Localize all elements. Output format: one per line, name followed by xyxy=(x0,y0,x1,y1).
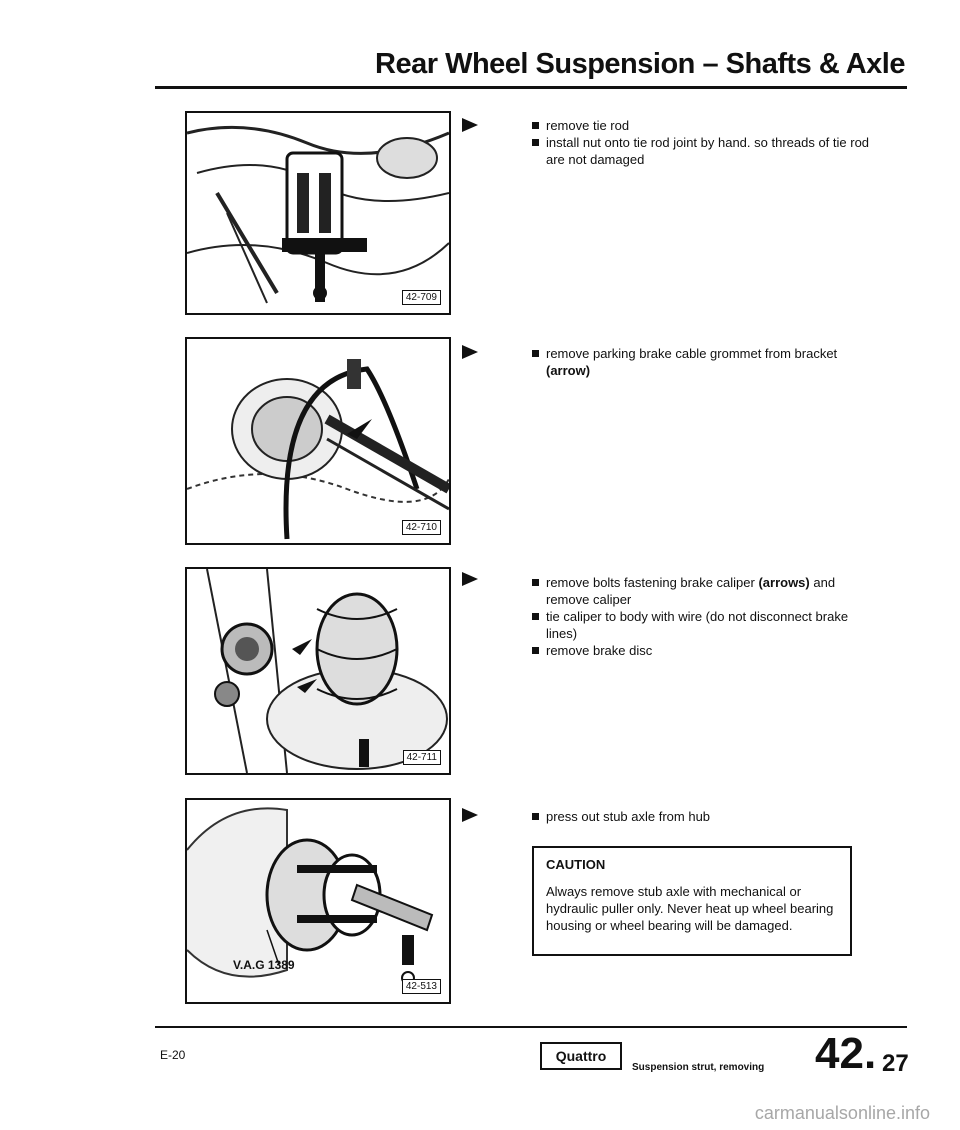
brake-caliper-illustration xyxy=(187,569,449,773)
step-item xyxy=(532,345,872,379)
step-item: press out stub axle from hub xyxy=(532,808,872,825)
step-text: remove parking brake cable grommet from bracket xyxy=(546,346,838,361)
footer-code: E-20 xyxy=(160,1048,186,1062)
footer-section-title: Suspension strut, removing xyxy=(632,1062,765,1073)
tool-label: V.A.G 1389 xyxy=(233,958,295,972)
step-emphasis: (arrow) xyxy=(546,363,591,378)
parking-brake-illustration xyxy=(187,339,449,543)
page-number-sub: 27 xyxy=(882,1050,909,1077)
pointer-arrow-icon xyxy=(462,345,478,359)
step-item xyxy=(532,574,872,608)
pointer-arrow-icon xyxy=(462,808,478,822)
stub-axle-puller-illustration xyxy=(187,800,449,1002)
figure-tie-rod xyxy=(185,111,451,315)
caution-box xyxy=(532,846,852,956)
figure-brake-caliper xyxy=(185,567,451,775)
figure-label: 42-709 xyxy=(402,290,441,305)
step-group-1 xyxy=(532,117,872,168)
figure-parking-brake xyxy=(185,337,451,545)
step-item: tie caliper to body with wire (do not disconnect brake lines) xyxy=(532,608,872,642)
header-rule xyxy=(155,86,907,89)
figure-label: 42-513 xyxy=(402,979,441,994)
page-number-main: 42. xyxy=(815,1029,877,1078)
figure-label: 42-710 xyxy=(402,520,441,535)
step-emphasis: (arrows) xyxy=(758,575,810,590)
step-item: remove tie rod xyxy=(532,117,872,134)
step-text-after: and remove caliper xyxy=(546,575,836,607)
step-item: install nut onto tie rod joint by hand. so threads of tie rod are not damaged xyxy=(532,134,872,168)
tie-rod-illustration xyxy=(187,113,449,313)
caution-title: CAUTION xyxy=(546,857,606,872)
figure-stub-axle xyxy=(185,798,451,1004)
watermark: carmanualsonline.info xyxy=(754,1103,930,1123)
figure-label: 42-711 xyxy=(403,750,441,765)
page-title: Rear Wheel Suspension – Shafts & Axle xyxy=(375,48,905,80)
step-text: remove bolts fastening brake caliper xyxy=(546,575,759,590)
pointer-arrow-icon xyxy=(462,572,478,586)
step-group-2 xyxy=(532,345,872,379)
caution-text: Always remove stub axle with mechanical or hydraulic puller only. Never heat up wheel bearing housing or wheel bearing will be damaged. xyxy=(546,884,834,933)
step-group-4 xyxy=(532,808,872,825)
model-badge: Quattro xyxy=(540,1042,622,1070)
pointer-arrow-icon xyxy=(462,118,478,132)
step-item: remove brake disc xyxy=(532,642,872,659)
footer-rule xyxy=(155,1026,907,1028)
step-group-3 xyxy=(532,574,872,659)
